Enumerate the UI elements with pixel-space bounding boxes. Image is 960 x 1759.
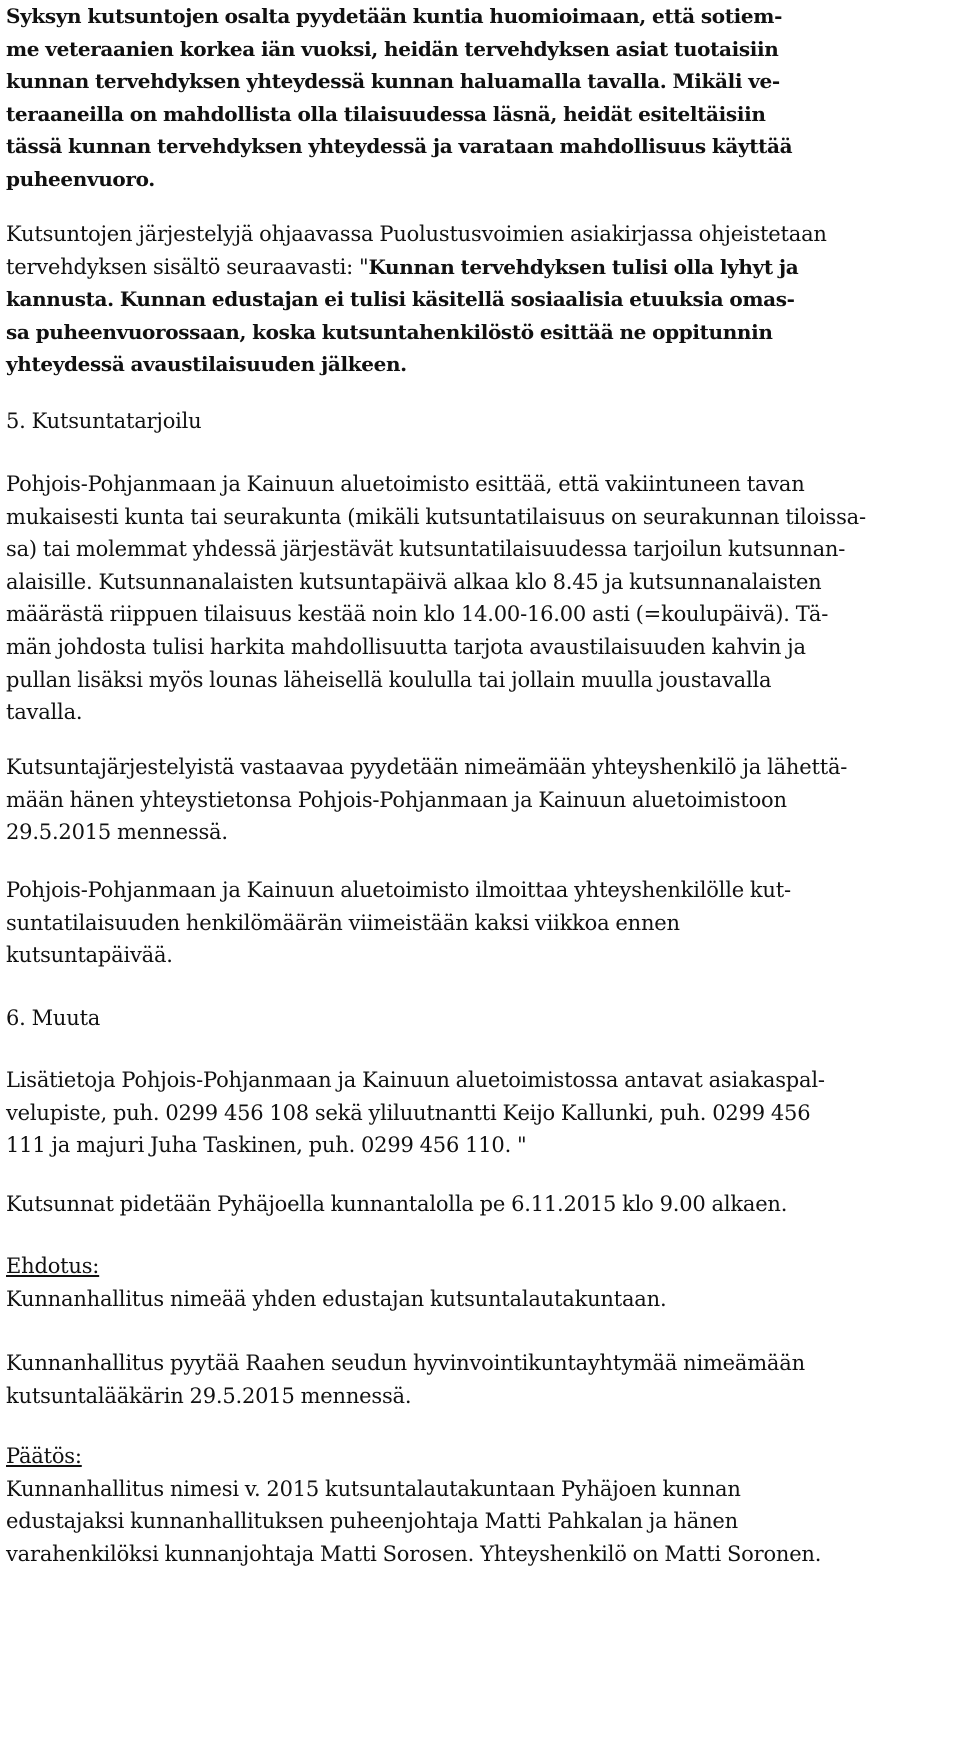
section-5-heading: 5. Kutsuntatarjoilu — [6, 409, 202, 433]
text-line: kutsuntalääkärin 29.5.2015 mennessä. — [6, 1383, 412, 1408]
text-line: puheenvuoro. — [6, 166, 155, 191]
text-line: Syksyn kutsuntojen osalta pyydetään kuntia huomioimaan, että sotiem- — [6, 4, 783, 28]
proposal-text: Kunnanhallitus nimeää yhden edustajan kutsuntalautakuntaan. — [6, 1286, 667, 1311]
text-line: sa puheenvuorossaan, koska kutsuntahenkilöstö esittää ne oppitunnin — [6, 319, 773, 344]
text-line: yhteydessä avaustilaisuuden jälkeen. — [6, 352, 407, 377]
text-line: teraaneilla on mahdollista olla tilaisuudessa läsnä, heidät esiteltäisiin — [6, 101, 766, 126]
decision-block — [6, 1440, 821, 1570]
text-line: Pohjois-Pohjanmaan ja Kainuun aluetoimisto esittää, että vakiintuneen tavan — [6, 472, 805, 496]
text-line: Kunnanhallitus nimesi v. 2015 kutsuntalautakuntaan Pyhäjoen kunnan — [6, 1476, 741, 1501]
text-line: kunnan tervehdyksen yhteydessä kunnan haluamalla tavalla. Mikäli ve- — [6, 69, 780, 94]
text-line: mään hänen yhteystietonsa Pohjois-Pohjanmaan ja Kainuun aluetoimistoon — [6, 787, 787, 812]
text-line: män johdosta tulisi harkita mahdollisuutta tarjota avaustilaisuuden kahvin ja — [6, 634, 806, 659]
text-line: sa) tai molemmat yhdessä järjestävät kutsuntatilaisuudessa tarjoilun kutsunnan- — [6, 537, 846, 562]
guidance-normal-text: tervehdyksen sisältö seuraavasti: " — [6, 254, 369, 279]
proposal-request — [6, 1347, 805, 1412]
text-line: Lisätietoja Pohjois-Pohjanmaan ja Kainuun aluetoimistossa antavat asiakaspal- — [6, 1068, 825, 1092]
text-line: mukaisesti kunta tai seurakunta (mikäli kutsuntatilaisuus on seurakunnan tiloissa- — [6, 504, 866, 529]
section-5-paragraph-2 — [6, 751, 847, 849]
text-line: me veteraanien korkea iän vuoksi, heidän tervehdyksen asiat tuotaisiin — [6, 36, 779, 61]
text-line: edustajaksi kunnanhallituksen puheenjohtaja Matti Pahkalan ja hänen — [6, 1509, 738, 1534]
section-5-paragraph-1 — [6, 468, 866, 729]
section-6-paragraph-1 — [6, 1064, 825, 1162]
text-line: tässä kunnan tervehdyksen yhteydessä ja varataan mahdollisuus käyttää — [6, 134, 793, 159]
text-line — [6, 251, 798, 284]
text-line: varahenkilöksi kunnanjohtaja Matti Sorosen. Yhteyshenkilö on Matti Soronen. — [6, 1541, 822, 1566]
text-line: pullan lisäksi myös lounas läheisellä koululla tai jollain muulla joustavalla — [6, 667, 772, 692]
guidance-paragraph — [6, 218, 827, 381]
text-line: kutsuntapäivää. — [6, 943, 173, 968]
text-line: 111 ja majuri Juha Taskinen, puh. 0299 456 110. " — [6, 1133, 527, 1158]
text-line: Kutsuntajärjestelyistä vastaavaa pyydetään nimeämään yhteyshenkilö ja lähettä- — [6, 755, 848, 779]
text-line: velupiste, puh. 0299 456 108 sekä yliluutnantti Keijo Kallunki, puh. 0299 456 — [6, 1100, 811, 1125]
text-line: suntatilaisuuden henkilömäärän viimeistään kaksi viikkoa ennen — [6, 910, 680, 935]
text-line: alaisille. Kutsunnanalaisten kutsuntapäivä alkaa klo 8.45 ja kutsunnanalaisten — [6, 569, 822, 594]
text-line: määrästä riippuen tilaisuus kestää noin klo 14.00-16.00 asti (=koulupäivä). Tä- — [6, 602, 829, 627]
proposal-label: Ehdotus: — [6, 1254, 100, 1278]
text-line: Pohjois-Pohjanmaan ja Kainuun aluetoimisto ilmoittaa yhteyshenkilölle kut- — [6, 878, 791, 902]
proposal-block — [6, 1250, 666, 1315]
text-line: 29.5.2015 mennessä. — [6, 820, 228, 845]
section-6-heading: 6. Muuta — [6, 1006, 101, 1030]
text-line: Kunnanhallitus pyytää Raahen seudun hyvinvointikuntayhtymää nimeämään — [6, 1351, 805, 1375]
intro-paragraph — [6, 0, 792, 196]
text-line: tavalla. — [6, 700, 83, 725]
decision-label: Päätös: — [6, 1444, 82, 1468]
text-line: kannusta. Kunnan edustajan ei tulisi käsitellä sosiaalisia etuuksia omas- — [6, 287, 795, 312]
section-5-paragraph-3 — [6, 874, 791, 972]
section-6-paragraph-2: Kutsunnat pidetään Pyhäjoella kunnantalolla pe 6.11.2015 klo 9.00 alkaen. — [6, 1192, 788, 1216]
text-line: Kutsuntojen järjestelyjä ohjaavassa Puolustusvoimien asiakirjassa ohjeistetaan — [6, 222, 827, 246]
guidance-bold-text: Kunnan tervehdyksen tulisi olla lyhyt ja — [368, 254, 799, 279]
